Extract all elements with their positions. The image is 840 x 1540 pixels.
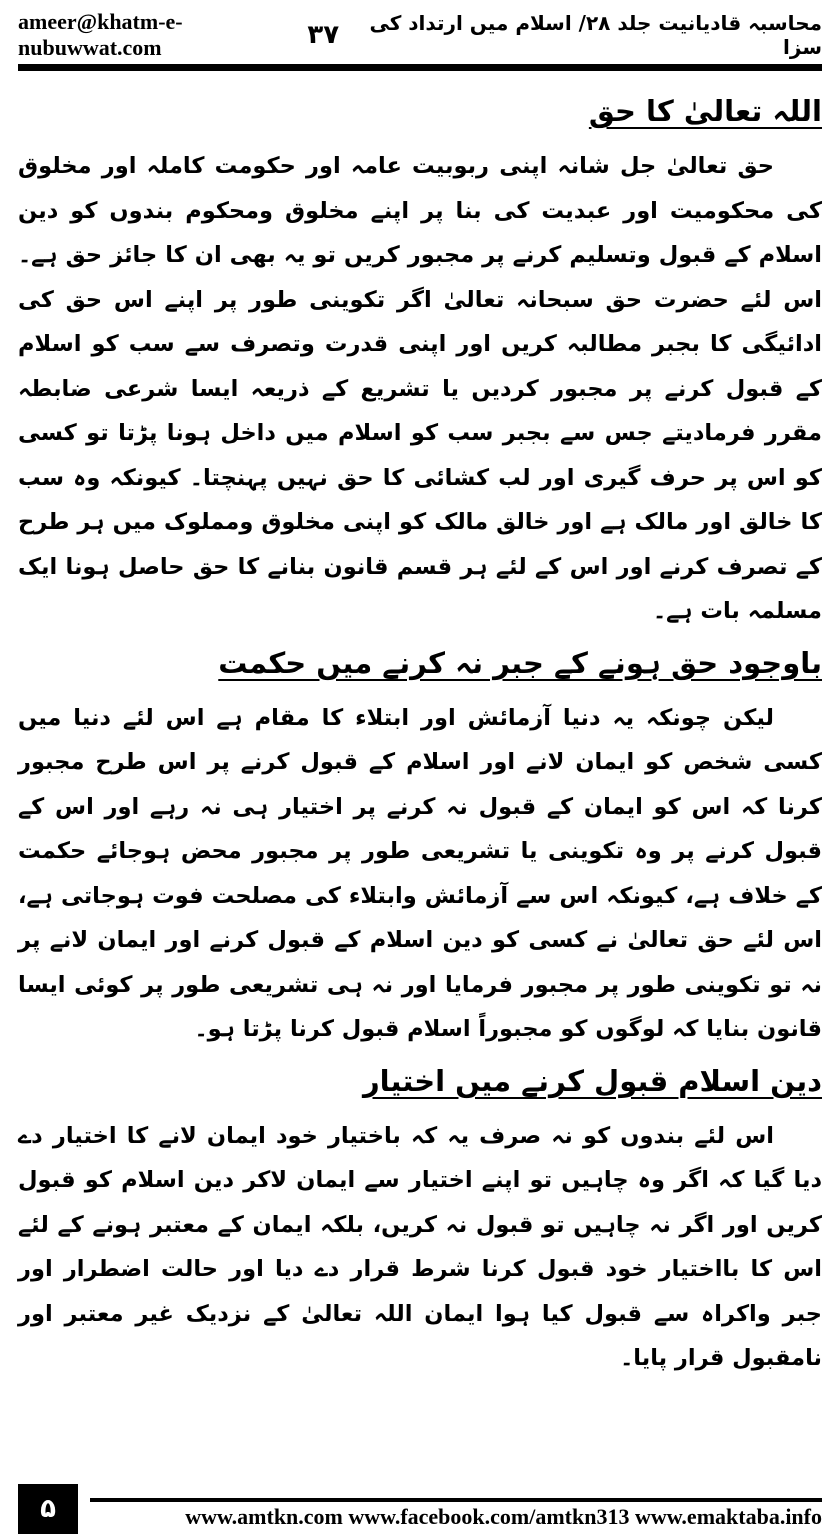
page-header — [18, 10, 822, 60]
page-content — [18, 82, 822, 1381]
header-email[interactable]: ameer@khatm-e-nubuwwat.com — [18, 9, 183, 60]
footer-rule — [90, 1498, 822, 1502]
section-heading-allah-right: اللہ تعالیٰ کا حق — [588, 94, 822, 128]
header-rule — [18, 64, 822, 71]
section-paragraph-wisdom: لیکن چونکہ یہ دنیا آزمائش اور ابتلاء کا مقام ہے اس لئے دنیا میں کسی شخص کو ایمان لانے اور اسلام کے قبول کرنے پر اس طرح مجبور کرنا کہ اس کو ایمان کے قبول نہ کرنے پر اختیار ہی نہ رہے اور اس کے قبول کرنے پر وہ تکوینی یا تشریعی طور پر مجبور محض ہوجائے حکمت کے خلاف ہے، کیونکہ اس سے آزمائش وابتلاء کی مصلحت فوت ہوجاتی ہے، اس لئے حق تعالیٰ نے کسی کو دین اسلام کے قبول کرنے اور ایمان لانے پر نہ تو تکوینی طور پر مجبور فرمایا اور نہ ہی تشریعی طور پر کوئی ایسا قانون بنایا کہ لوگوں کو مجبوراً اسلام قبول کرنا پڑتا ہو۔ — [18, 704, 822, 1042]
page-footer — [18, 1484, 822, 1536]
section-paragraph-choice: اس لئے بندوں کو نہ صرف یہ کہ باختیار خود ایمان لانے کا اختیار دے دیا گیا کہ اگر وہ چاہیں تو اپنے اختیار سے ایمان لاکر دین اسلام کو قبول کریں اور اگر نہ چاہیں تو قبول نہ کریں، بلکہ ایمان کے معتبر ہونے کے لئے اس کا بااختیار خود قبول کرنا شرط قرار دے دیا اور حالت اضطرار اور جبر واکراہ سے قبول کیا ہوا ایمان اللہ تعالیٰ کے نزدیک غیر معتبر اور نامقبول قرار پایا۔ — [18, 1122, 822, 1371]
page-number: ۳۷ — [307, 20, 340, 50]
section-heading-wisdom: باوجود حق ہونے کے جبر نہ کرنے میں حکمت — [218, 645, 822, 680]
section-paragraph-allah-right: حق تعالیٰ جل شانہ اپنی ربوبیت عامہ اور حکومت کاملہ اور مخلوق کی محکومیت اور عبدیت کی بنا پر اپنے مخلوق ومحکوم بندوں کو دین اسلام کے قبول وتسلیم کرنے پر مجبور کریں تو یہ بھی ان کا جائز حق ہے۔ اس لئے حضرت حق سبحانہ تعالیٰ اگر تکوینی طور پر اپنے اس حق کی ادائیگی کا بجبر مطالبہ کریں اور اپنی قدرت وتصرف سے سب کو اسلام کے قبول کرنے پر مجبور کردیں یا تشریع کے ذریعہ ایسا شرعی ضابطہ مقرر فرمادیتے جس سے بجبر سب کو اسلام میں داخل ہونا پڑتا تو کسی کو اس پر حرف گیری اور لب کشائی کا حق نہیں پہنچتا۔ کیونکہ وہ سب کا خالق اور مالک ہے اور خالق مالک کو اپنی مخلوق ومملوک میں ہر طرح کے تصرف کرنے اور اس کے لئے ہر قسم قانون بنانے کا حق حاصل ہونا ایک مسلمہ بات ہے۔ — [18, 153, 822, 624]
section-heading-choice: دین اسلام قبول کرنے میں اختیار — [362, 1063, 822, 1098]
footer-links[interactable]: www.amtkn.com www.facebook.com/amtkn313 www.emaktaba.info — [185, 1504, 822, 1529]
running-title: محاسبہ قادیانیت جلد ۲۸/ اسلام میں ارتداد کی سزا — [369, 11, 822, 59]
header-right — [307, 11, 822, 59]
footer-number: ۵ — [18, 1484, 78, 1534]
